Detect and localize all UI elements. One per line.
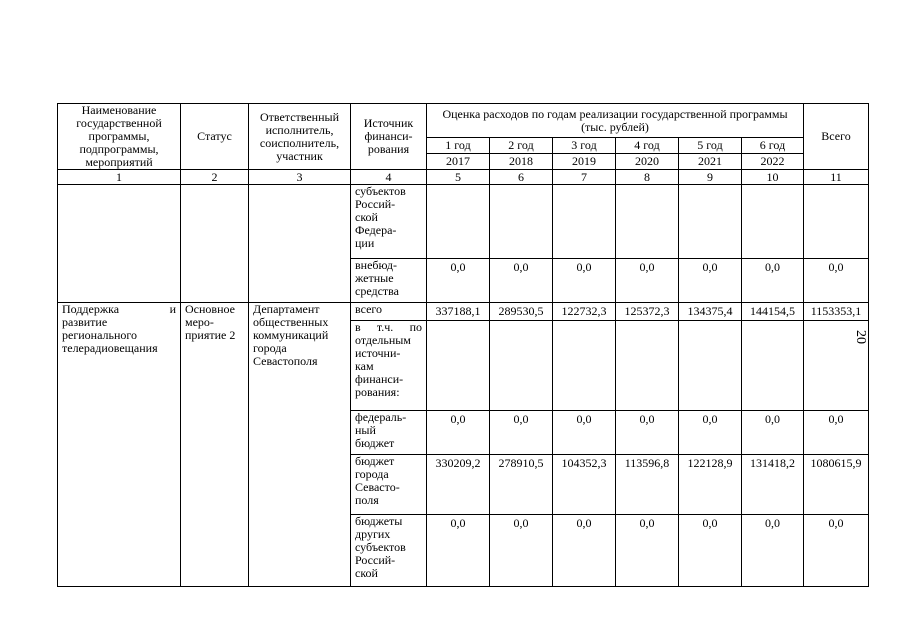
year-value: 2019: [553, 154, 616, 170]
year-label: 3 год: [553, 138, 616, 154]
value-cell: [553, 321, 616, 411]
year-label: 2 год: [490, 138, 553, 154]
header-name: Наименование государственной программы, подпрограммы, мероприятий: [58, 104, 181, 170]
value-cell: 134375,4: [679, 303, 742, 321]
value-cell: [742, 185, 804, 259]
source-cell: субъектов Россий- ской Федера- ции: [351, 185, 427, 259]
value-cell: 0,0: [490, 259, 553, 303]
year-value: 2020: [616, 154, 679, 170]
responsible-cell: Департамент общественных коммуникаций города Севастополя: [249, 303, 351, 587]
column-number: 3: [249, 170, 351, 185]
value-cell: 0,0: [616, 411, 679, 455]
program-name-word: Поддержка: [62, 302, 120, 316]
value-cell: 131418,2: [742, 455, 804, 515]
value-cell: 289530,5: [490, 303, 553, 321]
year-label: 6 год: [742, 138, 804, 154]
year-label: 4 год: [616, 138, 679, 154]
column-number: 8: [616, 170, 679, 185]
value-cell: [490, 185, 553, 259]
value-cell: 0,0: [490, 411, 553, 455]
value-cell: 125372,3: [616, 303, 679, 321]
total-cell: 0,0: [804, 259, 869, 303]
value-cell: [742, 321, 804, 411]
value-cell: 330209,2: [427, 455, 490, 515]
value-cell: 0,0: [679, 259, 742, 303]
value-cell: [553, 185, 616, 259]
value-cell: 0,0: [490, 515, 553, 587]
value-cell: 278910,5: [490, 455, 553, 515]
source-cell: в т.ч. по отдельным источни- кам финанси- рования:: [351, 321, 427, 411]
value-cell: 0,0: [679, 515, 742, 587]
year-value: 2018: [490, 154, 553, 170]
column-number: 7: [553, 170, 616, 185]
value-cell: 0,0: [742, 259, 804, 303]
status-cell: [181, 185, 249, 303]
total-cell: [804, 185, 869, 259]
value-cell: [616, 321, 679, 411]
header-status: Статус: [181, 104, 249, 170]
page-number: 20: [853, 330, 868, 344]
source-cell: внебюд- жетные средства: [351, 259, 427, 303]
header-responsible: Ответственный исполнитель, соисполнитель, участник: [249, 104, 351, 170]
value-cell: 0,0: [427, 259, 490, 303]
column-number: 1: [58, 170, 181, 185]
value-cell: 0,0: [679, 411, 742, 455]
column-number: 2: [181, 170, 249, 185]
year-label: 1 год: [427, 138, 490, 154]
table-row: [58, 303, 869, 321]
responsible-cell: [249, 185, 351, 303]
column-number: 10: [742, 170, 804, 185]
value-cell: 0,0: [616, 515, 679, 587]
program-name-word: и: [169, 302, 176, 316]
value-cell: 0,0: [427, 515, 490, 587]
program-name-cell: [58, 185, 181, 303]
total-cell: 1153353,1: [804, 303, 869, 321]
value-cell: [679, 321, 742, 411]
value-cell: 0,0: [742, 515, 804, 587]
value-cell: [679, 185, 742, 259]
year-value: 2022: [742, 154, 804, 170]
budget-table: [57, 103, 869, 587]
total-cell: 0,0: [804, 515, 869, 587]
column-number: 6: [490, 170, 553, 185]
year-label: 5 год: [679, 138, 742, 154]
value-cell: [616, 185, 679, 259]
source-cell: федераль- ный бюджет: [351, 411, 427, 455]
column-numbers-row: [58, 170, 869, 185]
total-cell: 0,0: [804, 411, 869, 455]
value-cell: [427, 321, 490, 411]
column-number: 9: [679, 170, 742, 185]
year-value: 2021: [679, 154, 742, 170]
header-total: Всего: [804, 104, 869, 170]
value-cell: [490, 321, 553, 411]
column-number: 5: [427, 170, 490, 185]
value-cell: 0,0: [553, 411, 616, 455]
source-cell: всего: [351, 303, 427, 321]
year-value: 2017: [427, 154, 490, 170]
table-row: [58, 185, 869, 259]
column-number: 4: [351, 170, 427, 185]
source-cell: бюджет города Севасто- поля: [351, 455, 427, 515]
header-source: Источник финанси- рования: [351, 104, 427, 170]
value-cell: 0,0: [553, 515, 616, 587]
value-cell: 0,0: [553, 259, 616, 303]
value-cell: [427, 185, 490, 259]
program-name-cell: [58, 303, 181, 587]
value-cell: 144154,5: [742, 303, 804, 321]
value-cell: 337188,1: [427, 303, 490, 321]
value-cell: 113596,8: [616, 455, 679, 515]
value-cell: 0,0: [742, 411, 804, 455]
value-cell: 122732,3: [553, 303, 616, 321]
program-name-rest: развитие регионального телерадиовещания: [62, 315, 158, 355]
status-cell: Основное меро- приятие 2: [181, 303, 249, 587]
value-cell: 122128,9: [679, 455, 742, 515]
source-cell: бюджеты других субъектов Россий- ской: [351, 515, 427, 587]
value-cell: 0,0: [427, 411, 490, 455]
total-cell: 1080615,9: [804, 455, 869, 515]
value-cell: 104352,3: [553, 455, 616, 515]
column-number: 11: [804, 170, 869, 185]
header-estimate: Оценка расходов по годам реализации государственной программы (тыс. рублей): [427, 104, 804, 138]
value-cell: 0,0: [616, 259, 679, 303]
